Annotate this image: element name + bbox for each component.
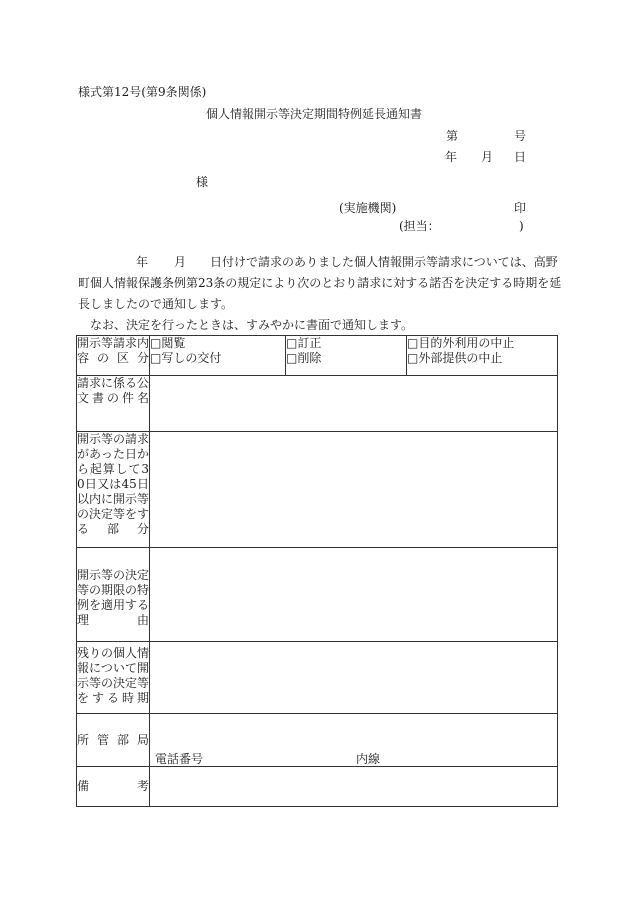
extension-reason-label: 開示等の決定等の期限の特例を適用する理由 <box>77 548 150 642</box>
month-label: 月 <box>481 150 494 164</box>
seal-label: 印 <box>514 201 527 215</box>
document-name-label: 請求に係る公文書の件名 <box>77 376 150 432</box>
option-delete[interactable]: □削除 <box>286 351 322 365</box>
table-row <box>77 767 558 807</box>
day-label: 日 <box>514 150 527 164</box>
notice-body <box>78 252 562 336</box>
table-row <box>77 432 558 548</box>
number-suffix: 号 <box>514 129 527 143</box>
date-line <box>78 252 556 273</box>
option-correct[interactable]: □訂正 <box>286 336 322 350</box>
date-year: 年 <box>136 255 149 269</box>
notice-table <box>76 335 558 807</box>
remaining-decision-field[interactable] <box>150 642 558 714</box>
contact-label: (担当： <box>399 219 440 233</box>
document-name-field[interactable] <box>150 376 558 432</box>
department-label: 所管部局 <box>77 714 150 767</box>
table-row <box>77 336 558 376</box>
form-number: 様式第12号(第9条関係) <box>78 85 207 99</box>
partial-decision-field[interactable] <box>150 432 558 548</box>
remarks-label: 備考 <box>77 767 150 807</box>
remarks-field[interactable] <box>150 767 558 807</box>
option-stop-provide[interactable]: □外部提供の中止 <box>407 351 503 365</box>
date-month: 月 <box>174 255 187 269</box>
table-row <box>77 548 558 642</box>
extension-label: 内線 <box>356 752 381 766</box>
extension-reason-field[interactable] <box>150 548 558 642</box>
option-view[interactable]: □閲覧 <box>150 336 186 350</box>
option-stop-use[interactable]: □目的外利用の中止 <box>407 336 515 350</box>
table-row <box>77 376 558 432</box>
request-type-options-3 <box>407 336 558 376</box>
request-type-options-1 <box>150 336 286 376</box>
body-line-2: 町個人情報保護条例第23条の規定により次のとおり請求に対する諾否を決定する時期を延 <box>78 276 562 290</box>
document-title: 個人情報開示等決定期間特例延長通知書 <box>206 107 423 121</box>
option-copy[interactable]: □写しの交付 <box>150 351 222 365</box>
contact-close: ) <box>519 219 524 233</box>
year-label: 年 <box>445 150 458 164</box>
department-field[interactable] <box>150 714 558 767</box>
request-type-label: 開示等請求内容の区分 <box>77 336 150 376</box>
addressee-suffix: 様 <box>196 175 209 189</box>
remaining-decision-label: 残りの個人情報について開示等の決定等をする時期 <box>77 642 150 714</box>
date-tail: 日付けで請求のありました個人情報開示等請求については、高野 <box>210 255 558 269</box>
phone-label: 電話番号 <box>155 752 204 766</box>
partial-decision-label: 開示等の請求があった日から起算して30日又は45日以内に開示等の決定等をする部分 <box>77 432 150 548</box>
table-row <box>77 714 558 767</box>
request-type-options-2 <box>286 336 407 376</box>
agency-label: (実施機関) <box>339 201 397 215</box>
body-line-4: なお、決定を行ったときは、すみやかに書面で通知します。 <box>90 318 414 332</box>
number-label: 第 <box>446 129 459 143</box>
table-row <box>77 642 558 714</box>
body-line-3: 長しましたので通知します。 <box>78 297 234 311</box>
